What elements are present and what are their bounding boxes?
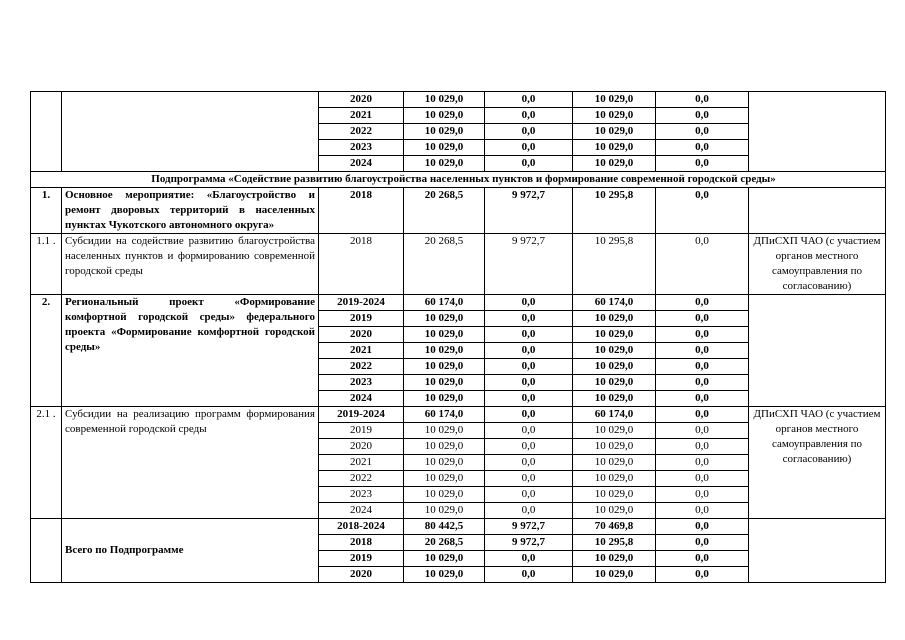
regional-cell: 10 295,8 xyxy=(573,234,656,295)
other-cell: 0,0 xyxy=(656,503,749,519)
federal-cell: 0,0 xyxy=(485,551,573,567)
period-cell: 2020 xyxy=(319,92,404,108)
regional-cell: 10 029,0 xyxy=(573,487,656,503)
responsible-cell xyxy=(749,295,886,407)
responsible-cell xyxy=(749,92,886,172)
table-row xyxy=(31,92,886,108)
period-cell: 2024 xyxy=(319,156,404,172)
total-cell: 10 029,0 xyxy=(404,327,485,343)
period-cell: 2019 xyxy=(319,423,404,439)
total-cell: 10 029,0 xyxy=(404,551,485,567)
other-cell: 0,0 xyxy=(656,471,749,487)
table-row xyxy=(31,188,886,234)
regional-cell: 10 029,0 xyxy=(573,551,656,567)
other-cell: 0,0 xyxy=(656,295,749,311)
item-description: Основное мероприятие: «Благоустройство и ремонт дворовых территорий в населенных пунктах Чукотского автономного округа» xyxy=(62,188,319,234)
total-cell: 10 029,0 xyxy=(404,391,485,407)
other-cell: 0,0 xyxy=(656,375,749,391)
period-cell: 2020 xyxy=(319,327,404,343)
item-description: Субсидии на содействие развитию благоустройства населенных пунктов и формированию современной городской среды xyxy=(62,234,319,295)
item-number: 2. xyxy=(31,295,62,407)
period-cell: 2021 xyxy=(319,108,404,124)
other-cell: 0,0 xyxy=(656,551,749,567)
total-cell: 10 029,0 xyxy=(404,455,485,471)
other-cell: 0,0 xyxy=(656,140,749,156)
federal-cell: 0,0 xyxy=(485,375,573,391)
federal-cell: 0,0 xyxy=(485,124,573,140)
regional-cell: 10 029,0 xyxy=(573,140,656,156)
other-cell: 0,0 xyxy=(656,234,749,295)
federal-cell: 0,0 xyxy=(485,343,573,359)
period-cell: 2018-2024 xyxy=(319,519,404,535)
regional-cell: 10 029,0 xyxy=(573,156,656,172)
num-cell xyxy=(31,519,62,583)
table-row xyxy=(31,172,886,188)
desc-cell xyxy=(62,92,319,172)
period-cell: 2019 xyxy=(319,311,404,327)
other-cell: 0,0 xyxy=(656,359,749,375)
federal-cell: 0,0 xyxy=(485,487,573,503)
period-cell: 2021 xyxy=(319,455,404,471)
federal-cell: 0,0 xyxy=(485,311,573,327)
other-cell: 0,0 xyxy=(656,407,749,423)
item-number: 1.1 . xyxy=(31,234,62,295)
period-cell: 2023 xyxy=(319,487,404,503)
federal-cell: 9 972,7 xyxy=(485,234,573,295)
other-cell: 0,0 xyxy=(656,423,749,439)
item-number: 2.1 . xyxy=(31,407,62,519)
other-cell: 0,0 xyxy=(656,188,749,234)
period-cell: 2019-2024 xyxy=(319,407,404,423)
total-cell: 10 029,0 xyxy=(404,140,485,156)
period-cell: 2022 xyxy=(319,471,404,487)
federal-cell: 0,0 xyxy=(485,92,573,108)
total-cell: 10 029,0 xyxy=(404,108,485,124)
regional-cell: 10 029,0 xyxy=(573,124,656,140)
num-cell xyxy=(31,92,62,172)
regional-cell: 10 029,0 xyxy=(573,92,656,108)
other-cell: 0,0 xyxy=(656,519,749,535)
federal-cell: 9 972,7 xyxy=(485,188,573,234)
regional-cell: 10 029,0 xyxy=(573,423,656,439)
total-cell: 60 174,0 xyxy=(404,295,485,311)
responsible-cell xyxy=(749,519,886,583)
regional-cell: 10 029,0 xyxy=(573,567,656,583)
regional-cell: 10 029,0 xyxy=(573,359,656,375)
total-cell: 10 029,0 xyxy=(404,343,485,359)
table-row xyxy=(31,234,886,295)
item-description: Субсидии на реализацию программ формирования современной городской среды xyxy=(62,407,319,519)
total-cell: 10 029,0 xyxy=(404,487,485,503)
federal-cell: 0,0 xyxy=(485,156,573,172)
total-cell: 10 029,0 xyxy=(404,359,485,375)
federal-cell: 0,0 xyxy=(485,503,573,519)
total-cell: 20 268,5 xyxy=(404,535,485,551)
total-label: Всего по Подпрограмме xyxy=(62,519,319,583)
period-cell: 2019 xyxy=(319,551,404,567)
other-cell: 0,0 xyxy=(656,156,749,172)
total-cell: 10 029,0 xyxy=(404,423,485,439)
other-cell: 0,0 xyxy=(656,327,749,343)
regional-cell: 10 029,0 xyxy=(573,311,656,327)
period-cell: 2024 xyxy=(319,391,404,407)
period-cell: 2018 xyxy=(319,188,404,234)
federal-cell: 0,0 xyxy=(485,108,573,124)
other-cell: 0,0 xyxy=(656,487,749,503)
federal-cell: 0,0 xyxy=(485,407,573,423)
total-cell: 20 268,5 xyxy=(404,188,485,234)
other-cell: 0,0 xyxy=(656,343,749,359)
other-cell: 0,0 xyxy=(656,439,749,455)
regional-cell: 10 029,0 xyxy=(573,108,656,124)
other-cell: 0,0 xyxy=(656,108,749,124)
table-row xyxy=(31,519,886,535)
period-cell: 2024 xyxy=(319,503,404,519)
period-cell: 2021 xyxy=(319,343,404,359)
regional-cell: 10 295,8 xyxy=(573,188,656,234)
regional-cell: 10 029,0 xyxy=(573,503,656,519)
responsible-cell: ДПиСХП ЧАО (с участием органов местного самоуправления по согласованию) xyxy=(749,407,886,519)
responsible-cell: ДПиСХП ЧАО (с участием органов местного самоуправления по согласованию) xyxy=(749,234,886,295)
total-cell: 10 029,0 xyxy=(404,471,485,487)
federal-cell: 0,0 xyxy=(485,295,573,311)
total-cell: 10 029,0 xyxy=(404,567,485,583)
other-cell: 0,0 xyxy=(656,311,749,327)
total-cell: 80 442,5 xyxy=(404,519,485,535)
total-cell: 60 174,0 xyxy=(404,407,485,423)
regional-cell: 10 029,0 xyxy=(573,375,656,391)
regional-cell: 60 174,0 xyxy=(573,295,656,311)
total-cell: 10 029,0 xyxy=(404,503,485,519)
total-cell: 20 268,5 xyxy=(404,234,485,295)
period-cell: 2019-2024 xyxy=(319,295,404,311)
regional-cell: 10 029,0 xyxy=(573,471,656,487)
federal-cell: 0,0 xyxy=(485,327,573,343)
federal-cell: 0,0 xyxy=(485,359,573,375)
federal-cell: 0,0 xyxy=(485,439,573,455)
regional-cell: 70 469,8 xyxy=(573,519,656,535)
other-cell: 0,0 xyxy=(656,567,749,583)
period-cell: 2018 xyxy=(319,234,404,295)
other-cell: 0,0 xyxy=(656,455,749,471)
regional-cell: 60 174,0 xyxy=(573,407,656,423)
period-cell: 2022 xyxy=(319,359,404,375)
item-number: 1. xyxy=(31,188,62,234)
period-cell: 2018 xyxy=(319,535,404,551)
regional-cell: 10 295,8 xyxy=(573,535,656,551)
federal-cell: 0,0 xyxy=(485,455,573,471)
regional-cell: 10 029,0 xyxy=(573,343,656,359)
other-cell: 0,0 xyxy=(656,124,749,140)
total-cell: 10 029,0 xyxy=(404,311,485,327)
total-cell: 10 029,0 xyxy=(404,156,485,172)
regional-cell: 10 029,0 xyxy=(573,439,656,455)
table-row xyxy=(31,295,886,311)
other-cell: 0,0 xyxy=(656,92,749,108)
federal-cell: 0,0 xyxy=(485,140,573,156)
responsible-cell xyxy=(749,188,886,234)
federal-cell: 0,0 xyxy=(485,423,573,439)
federal-cell: 0,0 xyxy=(485,567,573,583)
other-cell: 0,0 xyxy=(656,535,749,551)
federal-cell: 9 972,7 xyxy=(485,519,573,535)
budget-table xyxy=(30,91,886,583)
total-cell: 10 029,0 xyxy=(404,375,485,391)
regional-cell: 10 029,0 xyxy=(573,391,656,407)
regional-cell: 10 029,0 xyxy=(573,327,656,343)
federal-cell: 0,0 xyxy=(485,471,573,487)
period-cell: 2022 xyxy=(319,124,404,140)
federal-cell: 9 972,7 xyxy=(485,535,573,551)
total-cell: 10 029,0 xyxy=(404,439,485,455)
federal-cell: 0,0 xyxy=(485,391,573,407)
subprogram-title: Подпрограмма «Содействие развитию благоустройства населенных пунктов и формирование современной городской среды» xyxy=(31,172,886,188)
table-row xyxy=(31,407,886,423)
total-cell: 10 029,0 xyxy=(404,124,485,140)
period-cell: 2020 xyxy=(319,567,404,583)
total-cell: 10 029,0 xyxy=(404,92,485,108)
item-description: Региональный проект «Формирование комфортной городской среды» федерального проекта «Формирование комфортной городской среды» xyxy=(62,295,319,407)
table-body xyxy=(31,92,886,583)
period-cell: 2023 xyxy=(319,140,404,156)
period-cell: 2020 xyxy=(319,439,404,455)
regional-cell: 10 029,0 xyxy=(573,455,656,471)
other-cell: 0,0 xyxy=(656,391,749,407)
period-cell: 2023 xyxy=(319,375,404,391)
